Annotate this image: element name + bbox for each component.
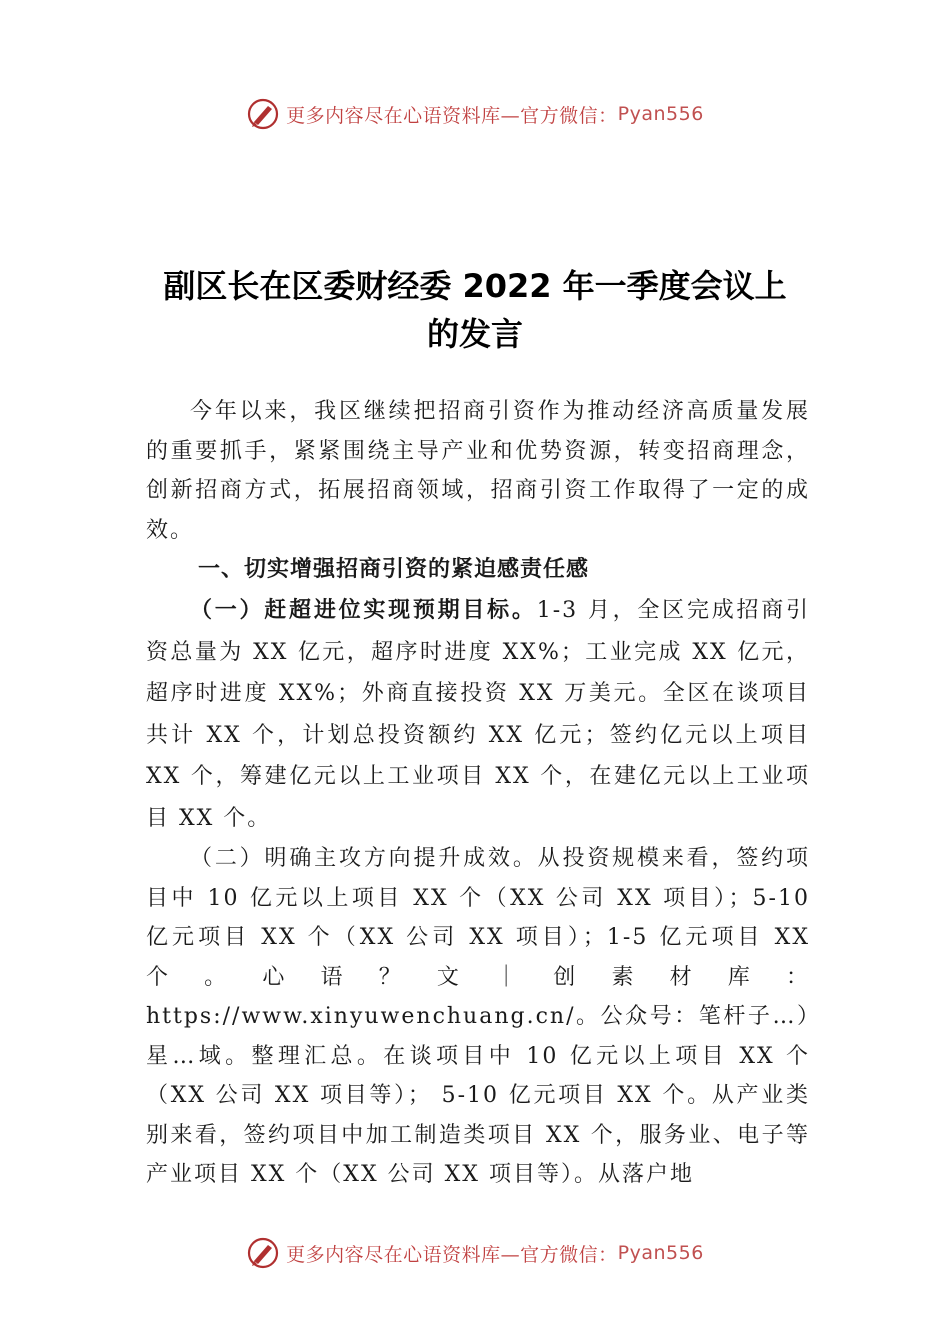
document-title xyxy=(120,262,830,358)
watermark-text: 更多内容尽在心语资料库—官方微信： xyxy=(286,104,618,127)
pen-logo-icon xyxy=(246,97,280,131)
intro-paragraph: 今年以来，我区继续把招商引资作为推动经济高质量发展的重要抓手，紧紧围绕主导产业和优势资源，转变招商理念，创新招商方式，拓展招商领域，招商引资工作取得了一定的成效。 xyxy=(146,399,810,543)
subsection-1-paragraph xyxy=(146,590,810,839)
subsection-1-text: 1-3 月，全区完成招商引资总量为 XX 亿元，超序时进度 XX%；工业完成 XX 亿元，超序时进度 XX%；外商直接投资 XX 万美元。全区在谈项目共计 XX 个，计划总投资额约 XX 亿元；签约亿元以上项目 XX 个，筹建亿元以上工业项目 XX 个，在建亿元以上工业项目 XX 个。 xyxy=(146,598,810,831)
title-line-1: 副区长在区委财经委 2022 年一季度会议上 xyxy=(163,267,787,305)
watermark-footer xyxy=(0,1233,950,1273)
watermark-text: 更多内容尽在心语资料库—官方微信： xyxy=(286,1243,618,1266)
section-heading-1: 一、切实增强招商引资的紧迫感责任感 xyxy=(198,557,590,582)
watermark-header xyxy=(0,94,950,134)
title-line-2: 的发言 xyxy=(426,315,523,353)
document-body xyxy=(146,392,810,1195)
watermark-account: Pyan556 xyxy=(617,1242,704,1264)
pen-logo-icon xyxy=(246,1236,280,1270)
watermark-account: Pyan556 xyxy=(617,103,704,125)
subsection-1-lead: （一）赶超进位实现预期目标。 xyxy=(190,597,537,623)
subsection-2-paragraph: （二）明确主攻方向提升成效。从投资规模来看，签约项目中 10 亿元以上项目 XX 个（XX 公司 XX 项目）；5-10 亿元项目 XX 个（XX 公司 XX 项目）；1-5 亿元项目 XX 个。心语？文｜创素材库：https://www.xinyuwenchuang.cn/。公众号：笔杆子…）星…域。整理汇总。在谈项目中 10 亿元以上项目 XX 个（XX 公司 XX 项目等）； 5-10 亿元项目 XX 个。从产业类别来看，签约项目中加工制造类项目 XX 个，服务业、电子等产业项目 XX 个（XX 公司 XX 项目等）。从落户地 xyxy=(146,846,810,1187)
